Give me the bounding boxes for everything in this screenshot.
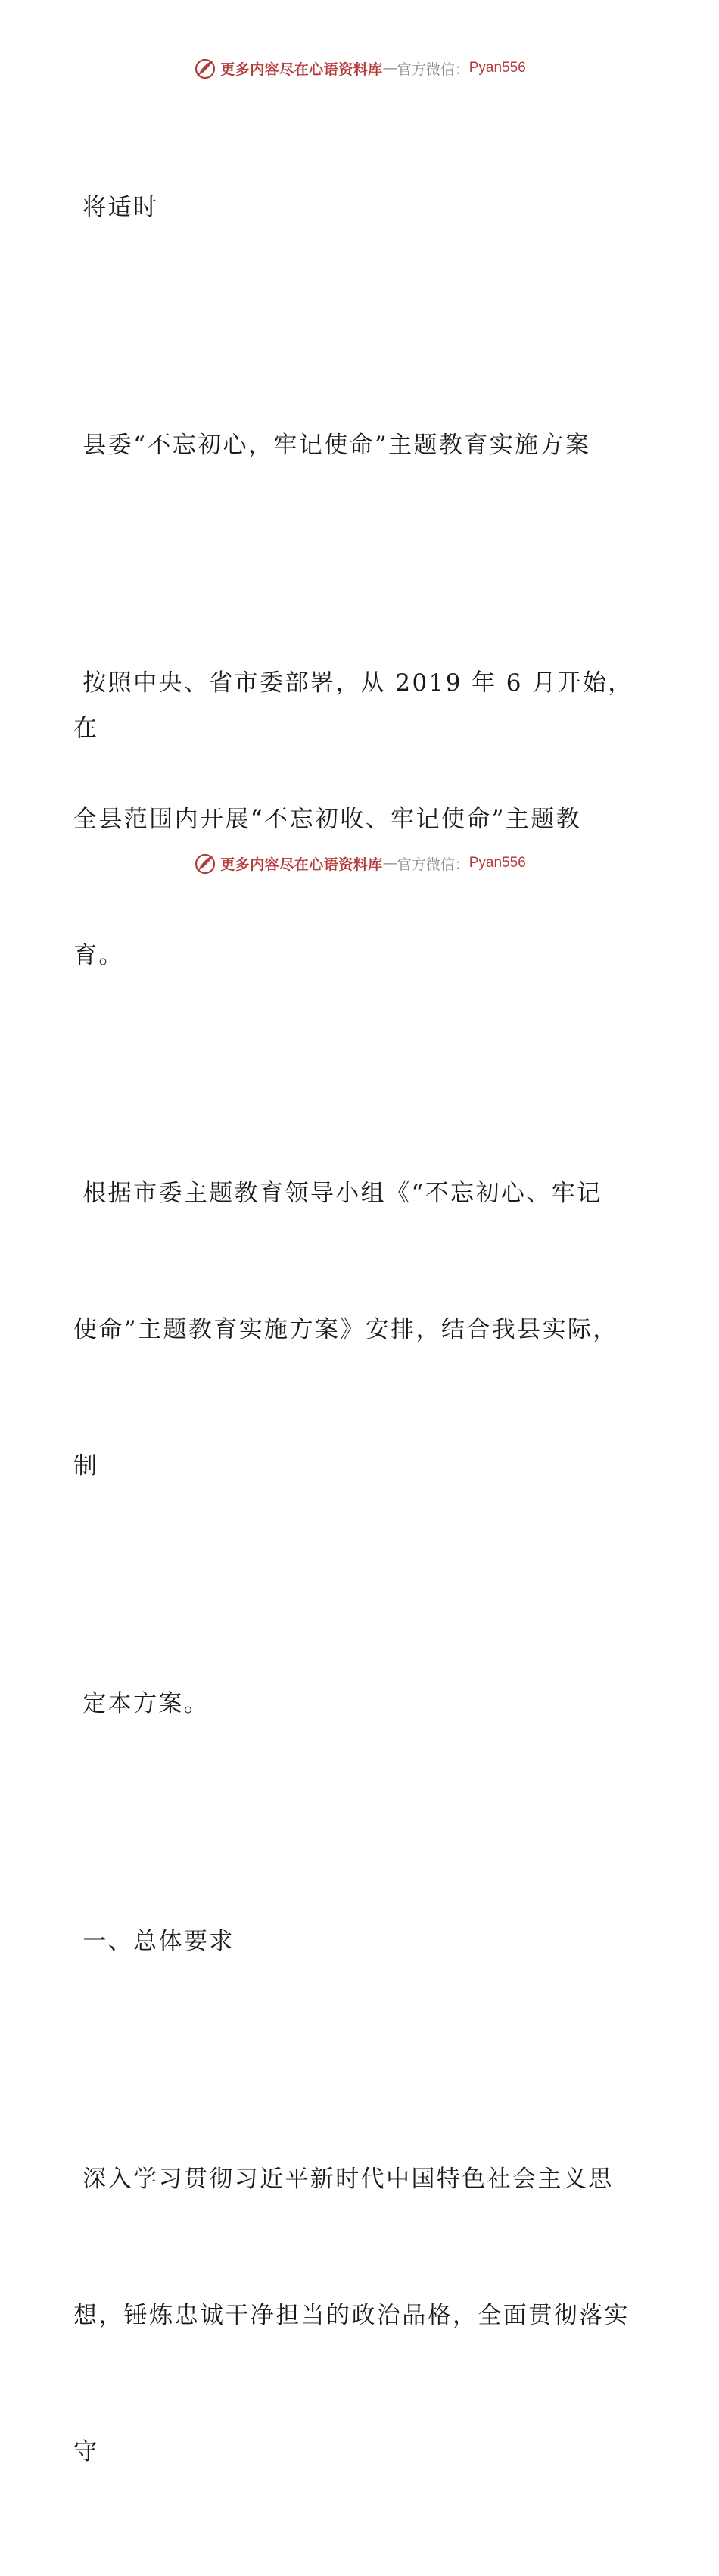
banner-wechat-handle: Pyan556 bbox=[468, 855, 526, 871]
paragraph bbox=[73, 332, 649, 559]
banner-main-text: 更多内容尽在心语资料库 bbox=[220, 61, 383, 78]
text-line: 县委“不忘初心，牢记使命”主题教育实施方案 bbox=[73, 432, 591, 459]
paragraph bbox=[73, 2066, 649, 2565]
quill-logo-icon bbox=[193, 851, 217, 875]
paragraph bbox=[73, 1080, 649, 1580]
section-heading bbox=[73, 1828, 649, 2055]
paragraph bbox=[73, 1590, 649, 1817]
banner-wechat-label: 官方微信： bbox=[397, 856, 469, 873]
text-line: 一、总体要求 bbox=[73, 1928, 235, 1955]
text-line: 定本方案。 bbox=[73, 1690, 210, 1717]
text-line: 育。 bbox=[73, 942, 124, 969]
document-body bbox=[73, 94, 649, 2576]
text-line: 深入学习贯彻习近平新时代中国特色社会主义思 bbox=[73, 2166, 614, 2193]
quill-logo-icon bbox=[193, 56, 217, 80]
banner-wechat-handle: Pyan556 bbox=[468, 60, 526, 76]
paragraph bbox=[73, 569, 649, 1069]
header-watermark-banner bbox=[0, 53, 719, 83]
text-line: 使命”主题教育实施方案》安排，结合我县实际， bbox=[73, 1316, 618, 1343]
text-line: 根据市委主题教育领导小组《“不忘初心、牢记 bbox=[73, 1180, 602, 1207]
text-line: 制 bbox=[73, 1452, 99, 1480]
text-line: 按照中央、省市委部署，从 2019 年 6 月开始，在 bbox=[73, 669, 633, 742]
text-line: 将适时 bbox=[73, 194, 159, 221]
banner-wechat-label: 官方微信： bbox=[397, 61, 469, 78]
footer-watermark-banner bbox=[0, 848, 719, 878]
banner-separator: — bbox=[382, 855, 397, 872]
text-line: 守 bbox=[73, 2438, 99, 2465]
text-line: 全县范围内开展“不忘初收、牢记使命”主题教 bbox=[73, 806, 582, 833]
paragraph bbox=[73, 94, 649, 321]
banner-main-text: 更多内容尽在心语资料库 bbox=[220, 856, 383, 873]
text-line: 想，锤炼忠诚干净担当的政治品格，全面贯彻落实 bbox=[73, 2302, 630, 2329]
banner-separator: — bbox=[382, 60, 397, 76]
